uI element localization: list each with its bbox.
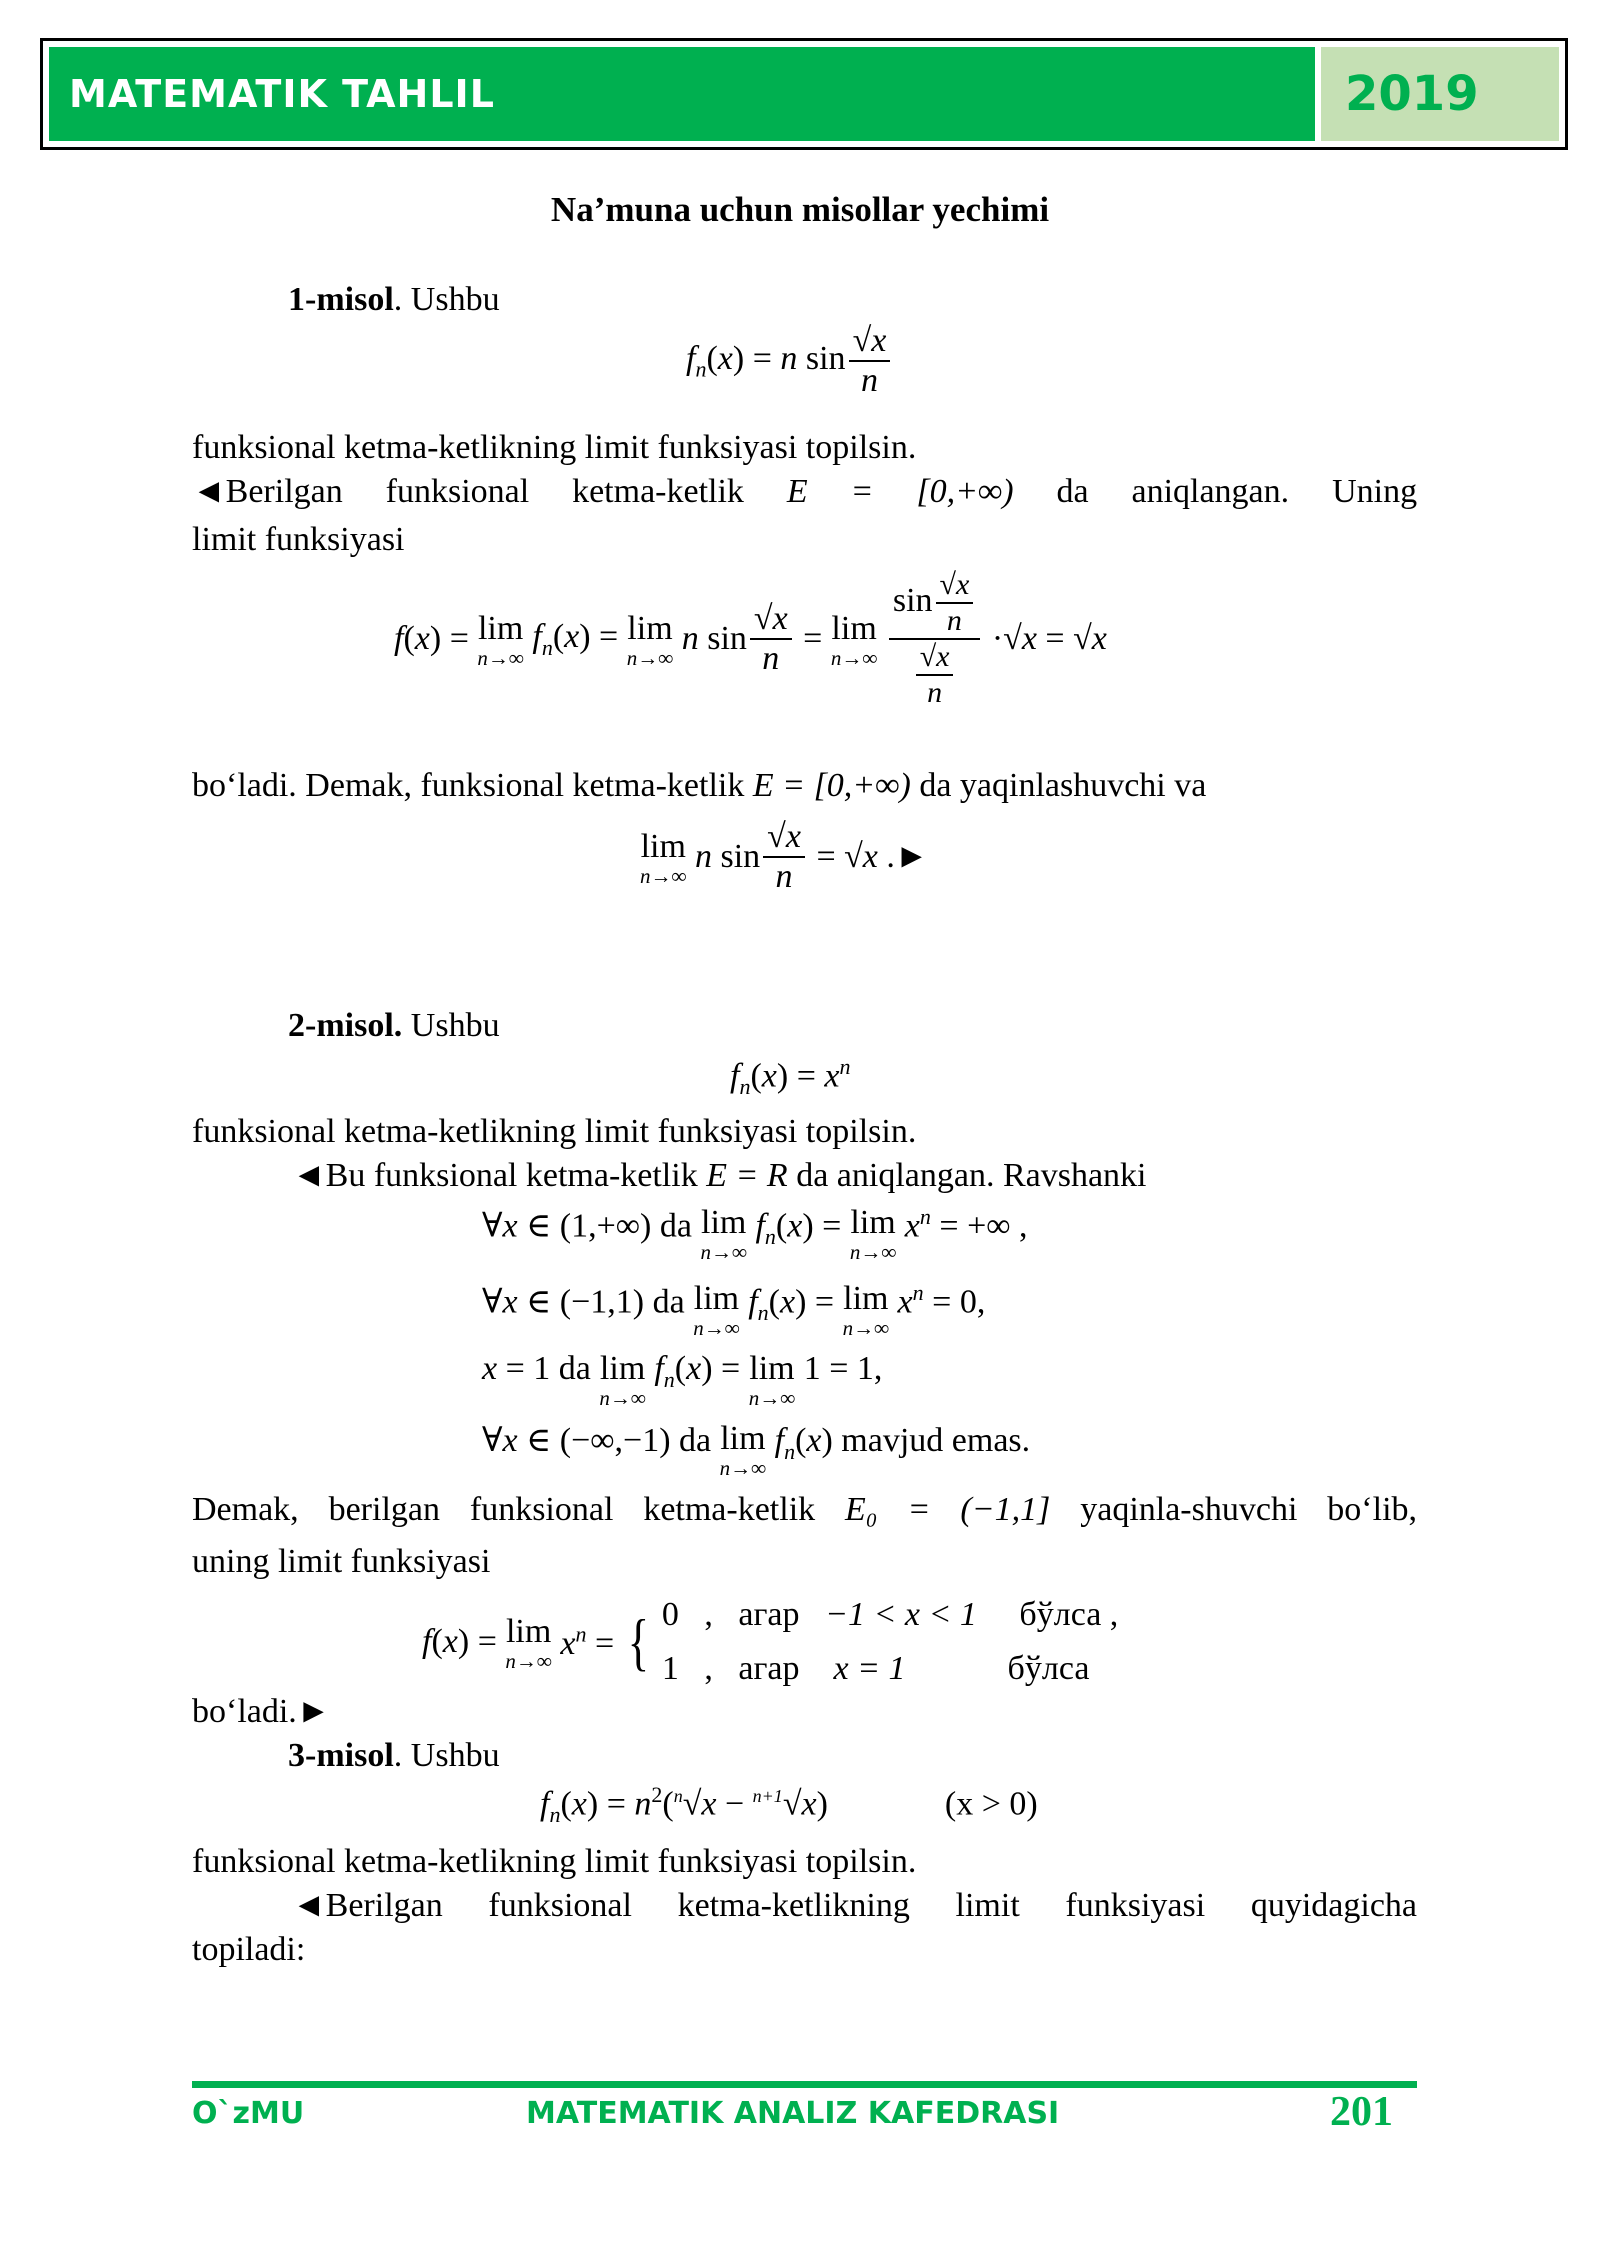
header-title: MATEMATIK TAHLIL [49, 47, 1315, 141]
page-number: 201 [1330, 2089, 1393, 2135]
example1-limit-formula: f(x) = lim n→∞ $f_n(x) = \lim$ n→∞ n sin $\frac{√x}{n}$ = lim n→∞ sin $\frac{√x}{n}$ $\frac{√x}{n}$ ·√x = √x [394, 568, 1107, 709]
page-header [40, 38, 1568, 150]
example2-task: funksional ketma-ketlikning limit funksiyasi topilsin. [192, 1113, 917, 1150]
example1-label: 1-misol [288, 281, 394, 318]
example2-case2: ∀x ∈ (−1,1) da lim n→∞ $f_n(x) = \lim$ n→∞ $x^n = 0$, [482, 1280, 986, 1340]
page-title: Na’muna uchun misollar yechimi [550, 190, 1050, 229]
footer-university: O`zMU [192, 2096, 305, 2131]
footer-department: MATEMATIK ANALIZ KAFEDRASI [526, 2096, 1060, 2131]
example2-heading [288, 1004, 500, 1048]
example2-solution: ◄Bu funksional ketma-ketlik E = R da aniqlangan. Ravshanki [292, 1157, 1147, 1194]
example3-formula: $f_n(x) = n^2(^n√x - ^{n+1}√x) (x > 0)$ [540, 1782, 1038, 1828]
example2-demak-line2: uning limit funksiyasi [192, 1543, 491, 1580]
example3-condition: (x > 0) [944, 1785, 1038, 1823]
example1-solution-line1: ◄Berilgan funksional ketma-ketlik E = [0,+∞) da aniqlangan. Uning [192, 473, 1418, 510]
example1-solution-line2: limit funksiyasi [192, 521, 405, 558]
example2-demak-line1: Demak, berilgan funksional ketma-ketlik E₀ = (−1,1] yaqinla-shuvchi bo‘lib, [192, 1491, 1418, 1528]
example3-heading [288, 1734, 500, 1778]
example2-label: 2-misol. [288, 1007, 403, 1044]
example1-final-formula: lim n→∞ n sin $\frac{√x}{n}$ = √x .► [640, 818, 929, 895]
example1-conclusion: bo‘ladi. Demak, funksional ketma-ketlik E = [0,+∞) da yaqinlashuvchi va [192, 767, 1207, 804]
example2-formula: $f_n(x) = x^n$ [730, 1054, 851, 1100]
example2-end: bo‘ladi.► [192, 1693, 331, 1730]
example3-label: 3-misol [288, 1737, 394, 1774]
example2-intro: Ushbu [402, 1007, 500, 1044]
example3-intro: . Ushbu [393, 1737, 500, 1774]
example3-solution-line1: ◄Berilgan funksional ketma-ketlikning limit funksiyasi quyidagicha [292, 1887, 1418, 1924]
header-year: 2019 [1321, 47, 1559, 141]
example2-case4: ∀x ∈ (−∞,−1) da lim n→∞ $f_n(x)$ mavjud emas. [482, 1420, 1031, 1480]
example3-task: funksional ketma-ketlikning limit funksiyasi topilsin. [192, 1843, 917, 1880]
example2-case3: x = 1 da lim n→∞ $f_n(x) = \lim$ n→∞ 1 = 1, [482, 1350, 883, 1410]
footer-divider [192, 2081, 1417, 2088]
example1-task: funksional ketma-ketlikning limit funksiyasi topilsin. [192, 429, 917, 466]
example2-piecewise: f(x) = lim n→∞ $x^n$ = { 0 , агар −1 < x < 1 бўлса , 1 , агар x = 1 бўлса [422, 1596, 1119, 1687]
example2-case1: ∀x ∈ (1,+∞) da lim n→∞ $f_n(x) = \lim$ n→∞ $x^n$ = +∞ , [482, 1204, 1028, 1264]
example1-formula: $f_n(x) = n$ sin $\frac{√x}{n}$ [686, 322, 893, 400]
example3-solution-line2: topiladi: [192, 1931, 306, 1968]
example1-heading [288, 278, 500, 322]
example1-intro: . Ushbu [393, 281, 500, 318]
